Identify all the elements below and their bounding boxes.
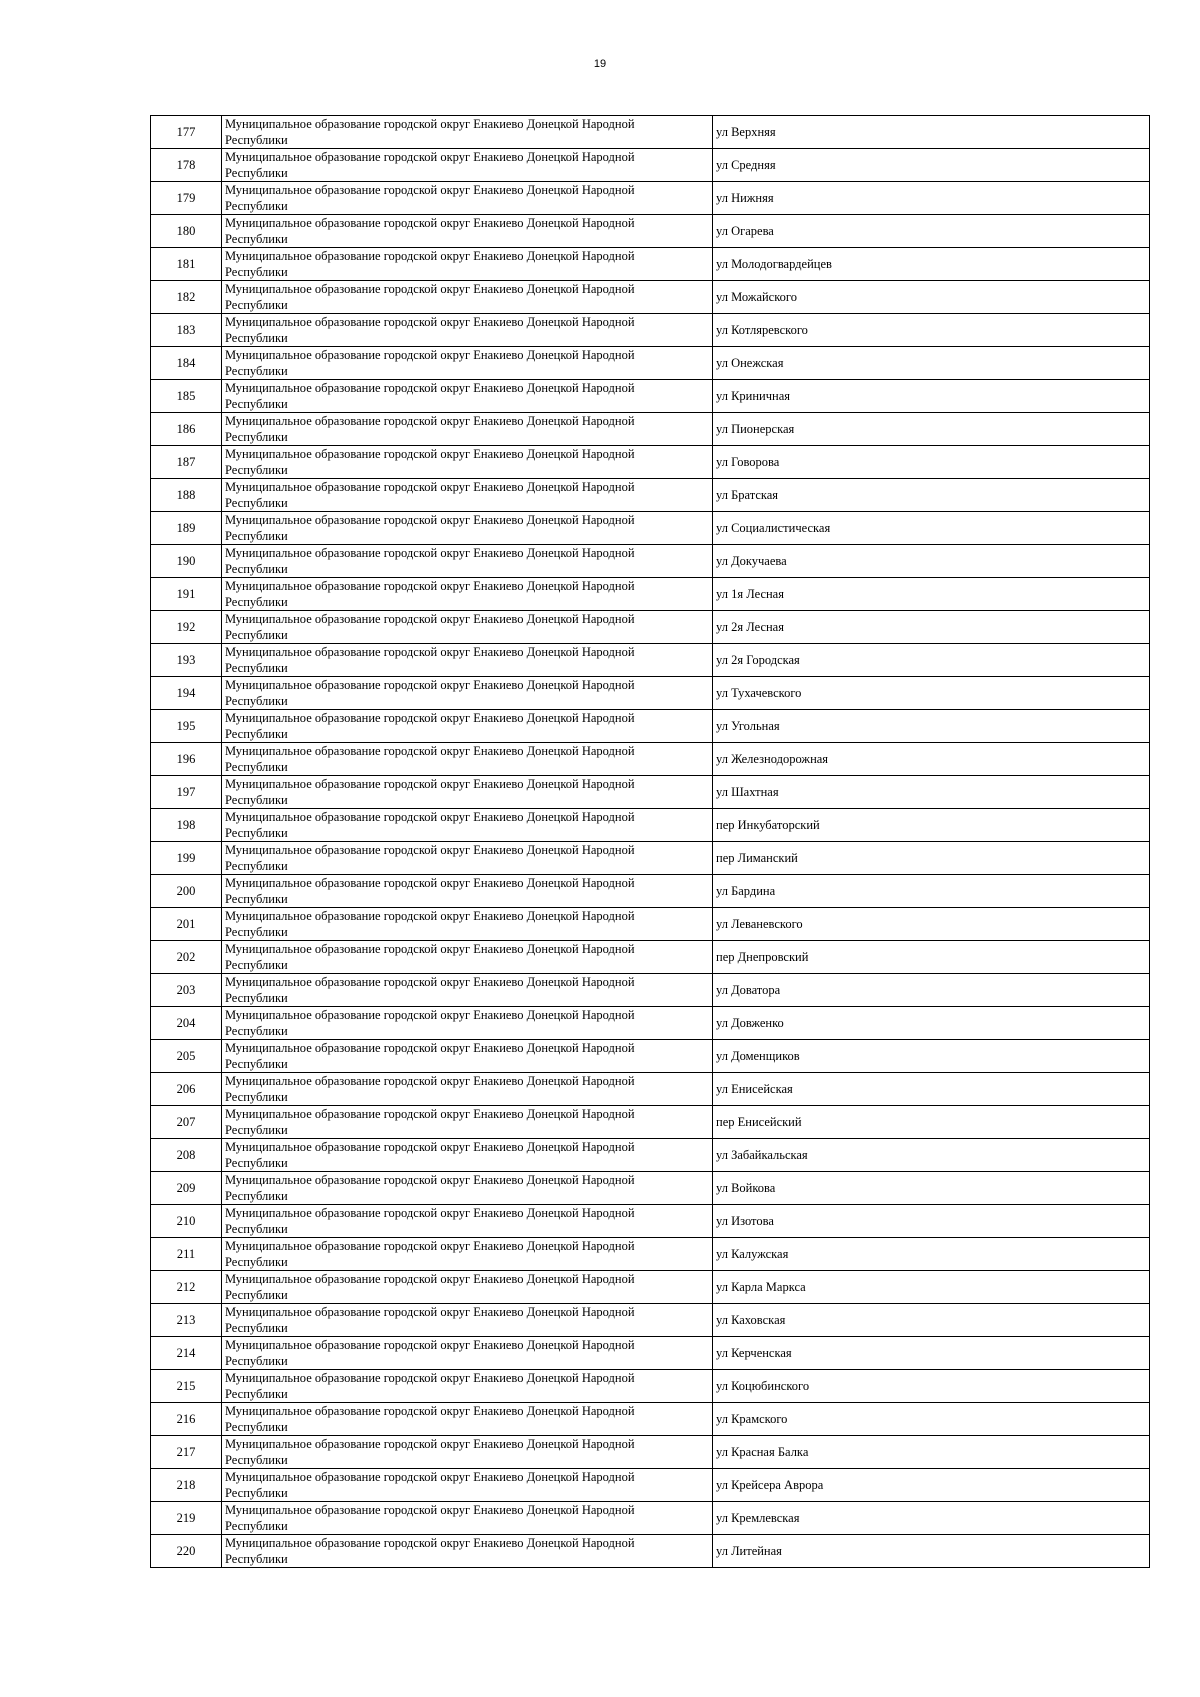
street-name: ул Изотова [713,1205,1150,1238]
row-number: 200 [151,875,222,908]
municipality-cell [222,215,713,248]
table-row [151,1139,1150,1172]
municipality-line2: Республики [225,859,288,873]
table-row [151,248,1150,281]
municipality-cell [222,1172,713,1205]
table-row [151,182,1150,215]
municipality-cell [222,1403,713,1436]
municipality-line2: Республики [225,958,288,972]
municipality-line2: Республики [225,1486,288,1500]
municipality-line1: Муниципальное образование городской округ Енакиево Донецкой Народной [225,711,635,725]
municipality-line2: Республики [225,166,288,180]
street-name: ул Братская [713,479,1150,512]
municipality-line1: Муниципальное образование городской округ Енакиево Донецкой Народной [225,1470,635,1484]
municipality-cell [222,1106,713,1139]
municipality-line2: Республики [225,1354,288,1368]
municipality-line1: Муниципальное образование городской округ Енакиево Донецкой Народной [225,1041,635,1055]
municipality-cell [222,776,713,809]
municipality-cell [222,842,713,875]
table-row [151,776,1150,809]
row-number: 197 [151,776,222,809]
street-name: ул Калужская [713,1238,1150,1271]
municipality-line2: Республики [225,760,288,774]
municipality-cell [222,578,713,611]
municipality-line2: Республики [225,298,288,312]
page-number: 19 [593,58,607,70]
municipality-line2: Республики [225,1156,288,1170]
municipality-line1: Муниципальное образование городской округ Енакиево Донецкой Народной [225,1140,635,1154]
municipality-line1: Муниципальное образование городской округ Енакиево Донецкой Народной [225,1404,635,1418]
row-number: 218 [151,1469,222,1502]
municipality-line1: Муниципальное образование городской округ Енакиево Донецкой Народной [225,1008,635,1022]
row-number: 205 [151,1040,222,1073]
street-name: пер Лиманский [713,842,1150,875]
street-name: ул Онежская [713,347,1150,380]
municipality-cell [222,446,713,479]
municipality-cell [222,1007,713,1040]
table-row [151,1106,1150,1139]
municipality-line2: Республики [225,1222,288,1236]
row-number: 202 [151,941,222,974]
row-number: 183 [151,314,222,347]
street-name: ул Кремлевская [713,1502,1150,1535]
municipality-line1: Муниципальное образование городской округ Енакиево Донецкой Народной [225,1272,635,1286]
municipality-line2: Республики [225,529,288,543]
municipality-cell [222,1502,713,1535]
table-row [151,743,1150,776]
street-name: ул 1я Лесная [713,578,1150,611]
row-number: 206 [151,1073,222,1106]
municipality-line1: Муниципальное образование городской округ Енакиево Донецкой Народной [225,249,635,263]
street-name: ул Керченская [713,1337,1150,1370]
municipality-cell [222,1238,713,1271]
row-number: 203 [151,974,222,1007]
street-name: ул Доватора [713,974,1150,1007]
table-row [151,314,1150,347]
municipality-line1: Муниципальное образование городской округ Енакиево Донецкой Народной [225,480,635,494]
municipality-line2: Республики [225,1552,288,1566]
row-number: 201 [151,908,222,941]
table-row [151,908,1150,941]
municipality-line1: Муниципальное образование городской округ Енакиево Донецкой Народной [225,777,635,791]
street-name: ул Железнодорожная [713,743,1150,776]
municipality-line1: Муниципальное образование городской округ Енакиево Донецкой Народной [225,513,635,527]
municipality-cell [222,743,713,776]
table-row [151,149,1150,182]
municipality-line2: Республики [225,1189,288,1203]
municipality-line1: Муниципальное образование городской округ Енакиево Донецкой Народной [225,678,635,692]
municipality-line2: Республики [225,232,288,246]
table-row [151,1535,1150,1568]
table-row [151,1436,1150,1469]
municipality-line1: Муниципальное образование городской округ Енакиево Донецкой Народной [225,1503,635,1517]
municipality-line1: Муниципальное образование городской округ Енакиево Донецкой Народной [225,183,635,197]
row-number: 196 [151,743,222,776]
row-number: 211 [151,1238,222,1271]
municipality-line1: Муниципальное образование городской округ Енакиево Донецкой Народной [225,810,635,824]
street-name: ул Тухачевского [713,677,1150,710]
street-name: ул Шахтная [713,776,1150,809]
table-row [151,677,1150,710]
row-number: 216 [151,1403,222,1436]
municipality-line1: Муниципальное образование городской округ Енакиево Донецкой Народной [225,315,635,329]
municipality-line1: Муниципальное образование городской округ Енакиево Донецкой Народной [225,1206,635,1220]
table-row [151,347,1150,380]
municipality-cell [222,347,713,380]
municipality-line2: Республики [225,793,288,807]
table-row [151,281,1150,314]
row-number: 198 [151,809,222,842]
street-name: ул 2я Лесная [713,611,1150,644]
row-number: 187 [151,446,222,479]
table-row [151,809,1150,842]
table-row [151,710,1150,743]
street-name: ул Бардина [713,875,1150,908]
table-row [151,116,1150,149]
row-number: 194 [151,677,222,710]
row-number: 182 [151,281,222,314]
table-row [151,875,1150,908]
street-name: ул Пионерская [713,413,1150,446]
municipality-line2: Республики [225,133,288,147]
table-row [151,1370,1150,1403]
row-number: 184 [151,347,222,380]
street-name: ул Докучаева [713,545,1150,578]
municipality-line1: Муниципальное образование городской округ Енакиево Донецкой Народной [225,1239,635,1253]
row-number: 204 [151,1007,222,1040]
municipality-line2: Республики [225,661,288,675]
row-number: 186 [151,413,222,446]
municipality-cell [222,1073,713,1106]
municipality-line2: Республики [225,496,288,510]
municipality-cell [222,1205,713,1238]
table-row [151,1205,1150,1238]
municipality-cell [222,479,713,512]
table-row [151,578,1150,611]
table-row [151,1304,1150,1337]
municipality-line2: Республики [225,1420,288,1434]
municipality-line1: Муниципальное образование городской округ Енакиево Донецкой Народной [225,117,635,131]
municipality-cell [222,1535,713,1568]
row-number: 214 [151,1337,222,1370]
municipality-cell [222,512,713,545]
municipality-cell [222,1139,713,1172]
municipality-cell [222,677,713,710]
municipality-line1: Муниципальное образование городской округ Енакиево Донецкой Народной [225,579,635,593]
municipality-line1: Муниципальное образование городской округ Енакиево Донецкой Народной [225,348,635,362]
street-name: ул Говорова [713,446,1150,479]
municipality-line1: Муниципальное образование городской округ Енакиево Донецкой Народной [225,645,635,659]
municipality-cell [222,380,713,413]
municipality-line2: Республики [225,925,288,939]
street-name: пер Инкубаторский [713,809,1150,842]
municipality-cell [222,1337,713,1370]
municipality-line2: Республики [225,628,288,642]
street-name: ул Нижняя [713,182,1150,215]
street-name: ул 2я Городская [713,644,1150,677]
municipality-cell [222,248,713,281]
municipality-line2: Республики [225,826,288,840]
municipality-line2: Республики [225,199,288,213]
municipality-line1: Муниципальное образование городской округ Енакиево Донецкой Народной [225,216,635,230]
municipality-line1: Муниципальное образование городской округ Енакиево Донецкой Народной [225,381,635,395]
municipality-cell [222,809,713,842]
row-number: 191 [151,578,222,611]
table-row [151,611,1150,644]
table-row [151,1007,1150,1040]
street-name: ул Крейсера Аврора [713,1469,1150,1502]
table-row [151,1172,1150,1205]
table-row [151,941,1150,974]
row-number: 217 [151,1436,222,1469]
municipality-line2: Республики [225,1024,288,1038]
municipality-cell [222,1436,713,1469]
row-number: 213 [151,1304,222,1337]
street-name: ул Леваневского [713,908,1150,941]
municipality-cell [222,182,713,215]
row-number: 215 [151,1370,222,1403]
municipality-cell [222,908,713,941]
street-name: ул Красная Балка [713,1436,1150,1469]
street-name: ул Довженко [713,1007,1150,1040]
row-number: 209 [151,1172,222,1205]
municipality-line2: Республики [225,1255,288,1269]
municipality-cell [222,281,713,314]
street-name: ул Молодогвардейцев [713,248,1150,281]
table-row [151,1403,1150,1436]
street-name: ул Огарева [713,215,1150,248]
row-number: 188 [151,479,222,512]
municipality-line1: Муниципальное образование городской округ Енакиево Донецкой Народной [225,876,635,890]
street-name: ул Социалистическая [713,512,1150,545]
municipality-line2: Республики [225,430,288,444]
municipality-cell [222,974,713,1007]
table-row [151,512,1150,545]
table-body [151,116,1150,1568]
municipality-line2: Республики [225,265,288,279]
street-name: ул Каховская [713,1304,1150,1337]
municipality-line2: Республики [225,694,288,708]
municipality-line1: Муниципальное образование городской округ Енакиево Донецкой Народной [225,546,635,560]
street-name: ул Угольная [713,710,1150,743]
table-row [151,479,1150,512]
municipality-line2: Республики [225,331,288,345]
table-row [151,446,1150,479]
row-number: 177 [151,116,222,149]
municipality-cell [222,545,713,578]
table-row [151,413,1150,446]
table-row [151,545,1150,578]
municipality-line1: Муниципальное образование городской округ Енакиево Донецкой Народной [225,282,635,296]
municipality-line2: Республики [225,1387,288,1401]
municipality-line1: Муниципальное образование городской округ Енакиево Донецкой Народной [225,612,635,626]
municipality-line1: Муниципальное образование городской округ Енакиево Донецкой Народной [225,909,635,923]
municipality-line2: Республики [225,364,288,378]
row-number: 190 [151,545,222,578]
table-row [151,1337,1150,1370]
street-name: ул Котляревского [713,314,1150,347]
row-number: 210 [151,1205,222,1238]
municipality-line1: Муниципальное образование городской округ Енакиево Донецкой Народной [225,1338,635,1352]
municipality-line1: Муниципальное образование городской округ Енакиево Донецкой Народной [225,942,635,956]
row-number: 189 [151,512,222,545]
row-number: 193 [151,644,222,677]
address-table [150,115,1150,1568]
municipality-cell [222,1271,713,1304]
street-name: ул Криничная [713,380,1150,413]
municipality-cell [222,1469,713,1502]
table-row [151,380,1150,413]
row-number: 207 [151,1106,222,1139]
street-name: ул Доменщиков [713,1040,1150,1073]
street-name: ул Крамского [713,1403,1150,1436]
table-row [151,974,1150,1007]
street-name: ул Верхняя [713,116,1150,149]
municipality-cell [222,875,713,908]
table-row [151,644,1150,677]
row-number: 220 [151,1535,222,1568]
table-row [151,1073,1150,1106]
street-name: ул Коцюбинского [713,1370,1150,1403]
table-row [151,842,1150,875]
street-name: ул Средняя [713,149,1150,182]
municipality-line2: Республики [225,892,288,906]
municipality-line2: Республики [225,397,288,411]
street-name: пер Енисейский [713,1106,1150,1139]
municipality-cell [222,644,713,677]
table-row [151,1271,1150,1304]
municipality-line2: Республики [225,1321,288,1335]
municipality-cell [222,941,713,974]
municipality-line1: Муниципальное образование городской округ Енакиево Донецкой Народной [225,744,635,758]
row-number: 180 [151,215,222,248]
municipality-line1: Муниципальное образование городской округ Енакиево Донецкой Народной [225,1437,635,1451]
table-row [151,1502,1150,1535]
municipality-cell [222,314,713,347]
row-number: 219 [151,1502,222,1535]
municipality-cell [222,710,713,743]
municipality-line1: Муниципальное образование городской округ Енакиево Донецкой Народной [225,975,635,989]
municipality-line1: Муниципальное образование городской округ Енакиево Донецкой Народной [225,1173,635,1187]
municipality-cell [222,611,713,644]
municipality-cell [222,413,713,446]
municipality-line2: Республики [225,562,288,576]
municipality-cell [222,1040,713,1073]
street-name: ул Литейная [713,1535,1150,1568]
municipality-cell [222,1304,713,1337]
municipality-line1: Муниципальное образование городской округ Енакиево Донецкой Народной [225,1536,635,1550]
municipality-line2: Республики [225,1288,288,1302]
municipality-line2: Республики [225,991,288,1005]
municipality-line2: Республики [225,595,288,609]
table-row [151,1469,1150,1502]
municipality-cell [222,1370,713,1403]
municipality-line1: Муниципальное образование городской округ Енакиево Донецкой Народной [225,1107,635,1121]
municipality-line1: Муниципальное образование городской округ Енакиево Донецкой Народной [225,1074,635,1088]
municipality-line2: Республики [225,1519,288,1533]
municipality-cell [222,116,713,149]
row-number: 208 [151,1139,222,1172]
row-number: 212 [151,1271,222,1304]
municipality-line1: Муниципальное образование городской округ Енакиево Донецкой Народной [225,447,635,461]
street-name: ул Енисейская [713,1073,1150,1106]
row-number: 178 [151,149,222,182]
municipality-line1: Муниципальное образование городской округ Енакиево Донецкой Народной [225,843,635,857]
municipality-line2: Республики [225,1453,288,1467]
street-name: ул Карла Маркса [713,1271,1150,1304]
municipality-line1: Муниципальное образование городской округ Енакиево Донецкой Народной [225,414,635,428]
municipality-line2: Республики [225,727,288,741]
municipality-line2: Республики [225,463,288,477]
municipality-cell [222,149,713,182]
street-name: ул Войкова [713,1172,1150,1205]
municipality-line2: Республики [225,1123,288,1137]
street-name: ул Можайского [713,281,1150,314]
table-row [151,1238,1150,1271]
row-number: 195 [151,710,222,743]
table-row [151,1040,1150,1073]
row-number: 179 [151,182,222,215]
street-name: пер Днепровский [713,941,1150,974]
municipality-line2: Республики [225,1057,288,1071]
municipality-line1: Муниципальное образование городской округ Енакиево Донецкой Народной [225,150,635,164]
row-number: 181 [151,248,222,281]
row-number: 185 [151,380,222,413]
municipality-line1: Муниципальное образование городской округ Енакиево Донецкой Народной [225,1371,635,1385]
municipality-line1: Муниципальное образование городской округ Енакиево Донецкой Народной [225,1305,635,1319]
row-number: 192 [151,611,222,644]
row-number: 199 [151,842,222,875]
street-name: ул Забайкальская [713,1139,1150,1172]
table-row [151,215,1150,248]
municipality-line2: Республики [225,1090,288,1104]
